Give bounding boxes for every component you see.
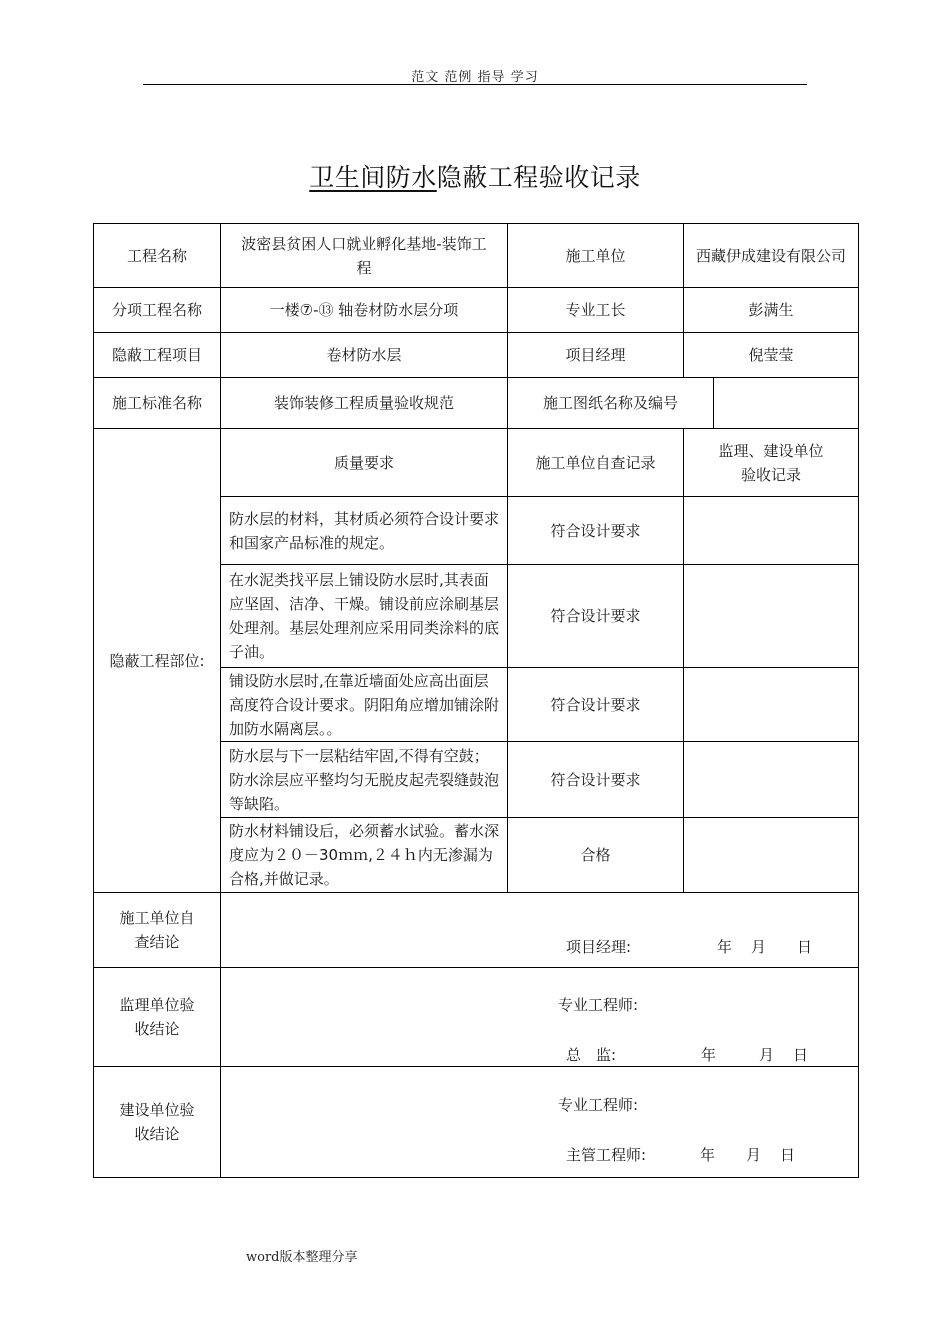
supervision-chief-label: 总 监: bbox=[566, 1046, 617, 1064]
foreman-label: 专业工长 bbox=[508, 288, 684, 333]
owner-chief-label: 主管工程师: bbox=[566, 1146, 647, 1164]
drawing-label: 施工图纸名称及编号 bbox=[508, 378, 714, 429]
owner-signature-area bbox=[221, 1067, 858, 1177]
self-check-result: 符合设计要求 bbox=[508, 565, 684, 668]
self-check-result: 合格 bbox=[508, 818, 684, 893]
row-subproject bbox=[94, 288, 859, 333]
col-supervision-header: 监理、建设单位验收记录 bbox=[684, 429, 859, 497]
construction-unit-label: 施工单位 bbox=[508, 224, 684, 288]
self-pm-label: 项目经理: bbox=[566, 938, 632, 956]
requirement-text: 铺设防水层时,在靠近墙面处应高出面层高度符合设计要求。阴阳角应增加铺涂附加防水隔离层。。 bbox=[221, 668, 508, 742]
self-signature-area bbox=[221, 893, 858, 967]
self-check-result: 符合设计要求 bbox=[508, 742, 684, 818]
project-name-value: 波密县贫困人口就业孵化基地-装饰工程 bbox=[221, 224, 508, 288]
header-rule bbox=[143, 84, 807, 85]
owner-engineer-label: 专业工程师: bbox=[558, 1096, 639, 1114]
supervision-result bbox=[684, 742, 859, 818]
owner-conclusion-label: 建设单位验收结论 bbox=[94, 1067, 221, 1178]
foreman-value: 彭满生 bbox=[684, 288, 859, 333]
row-project-name bbox=[94, 224, 859, 288]
supervision-month: 月 bbox=[759, 1046, 775, 1064]
self-check-result: 符合设计要求 bbox=[508, 497, 684, 565]
project-name-label: 工程名称 bbox=[94, 224, 221, 288]
row-owner-conclusion bbox=[94, 1067, 859, 1178]
subproject-label: 分项工程名称 bbox=[94, 288, 221, 333]
pm-label: 项目经理 bbox=[508, 333, 684, 378]
hidden-item-value: 卷材防水层 bbox=[221, 333, 508, 378]
self-check-result: 符合设计要求 bbox=[508, 668, 684, 742]
self-month: 月 bbox=[751, 938, 767, 956]
owner-month: 月 bbox=[746, 1146, 762, 1164]
col-self-check-header: 施工单位自查记录 bbox=[508, 429, 684, 497]
row-supervision-conclusion bbox=[94, 968, 859, 1067]
supervision-result bbox=[684, 565, 859, 668]
self-day: 日 bbox=[797, 938, 813, 956]
drawing-value bbox=[714, 378, 859, 429]
row-standard bbox=[94, 378, 859, 429]
row-self-conclusion bbox=[94, 893, 859, 968]
standard-value: 装饰装修工程质量验收规范 bbox=[221, 378, 508, 429]
page-footer: word版本整理分享 bbox=[246, 1250, 358, 1265]
supervision-conclusion-cell bbox=[221, 968, 859, 1067]
supervision-result bbox=[684, 668, 859, 742]
pm-value: 倪莹莹 bbox=[684, 333, 859, 378]
owner-year: 年 bbox=[700, 1146, 716, 1164]
title-underlined: 卫生间防水 bbox=[309, 163, 437, 192]
col-quality-header: 质量要求 bbox=[221, 429, 508, 497]
requirement-text: 防水材料铺设后，必须蓄水试验。蓄水深度应为２０－30ｍｍ,２４ｈ内无渗漏为合格,并做记录。 bbox=[221, 818, 508, 893]
subproject-value: 一楼⑦-⑬ 轴卷材防水层分项 bbox=[221, 288, 508, 333]
hidden-item-label: 隐蔽工程项目 bbox=[94, 333, 221, 378]
requirement-text: 在水泥类找平层上铺设防水层时,其表面应坚固、洁净、干燥。铺设前应涂刷基层处理剂。基层处理剂应采用同类涂料的底子油。 bbox=[221, 565, 508, 668]
supervision-day: 日 bbox=[793, 1046, 809, 1064]
self-year: 年 bbox=[717, 938, 733, 956]
supervision-engineer-label: 专业工程师: bbox=[558, 996, 639, 1014]
self-conclusion-label: 施工单位自查结论 bbox=[94, 893, 221, 968]
supervision-conclusion-label: 监理单位验收结论 bbox=[94, 968, 221, 1067]
supervision-result bbox=[684, 818, 859, 893]
owner-conclusion-cell bbox=[221, 1067, 859, 1178]
title-rest: 隐蔽工程验收记录 bbox=[436, 163, 641, 192]
document-title bbox=[0, 158, 950, 194]
acceptance-record-table bbox=[93, 223, 859, 1178]
self-conclusion-cell bbox=[221, 893, 859, 968]
row-inspection-header bbox=[94, 429, 859, 497]
requirement-text: 防水层与下一层粘结牢固,不得有空鼓；防水涂层应平整均匀无脱皮起壳裂缝鼓泡等缺陷。 bbox=[221, 742, 508, 818]
supervision-result bbox=[684, 497, 859, 565]
standard-label: 施工标准名称 bbox=[94, 378, 221, 429]
page-header: 范文 范例 指导 学习 bbox=[411, 70, 539, 85]
supervision-signature-area bbox=[221, 968, 858, 1066]
supervision-year: 年 bbox=[701, 1046, 717, 1064]
construction-unit-value: 西藏伊成建设有限公司 bbox=[684, 224, 859, 288]
row-hidden-item bbox=[94, 333, 859, 378]
requirement-text: 防水层的材料，其材质必须符合设计要求和国家产品标准的规定。 bbox=[221, 497, 508, 565]
hidden-location-label: 隐蔽工程部位: bbox=[94, 429, 221, 893]
owner-day: 日 bbox=[780, 1146, 796, 1164]
